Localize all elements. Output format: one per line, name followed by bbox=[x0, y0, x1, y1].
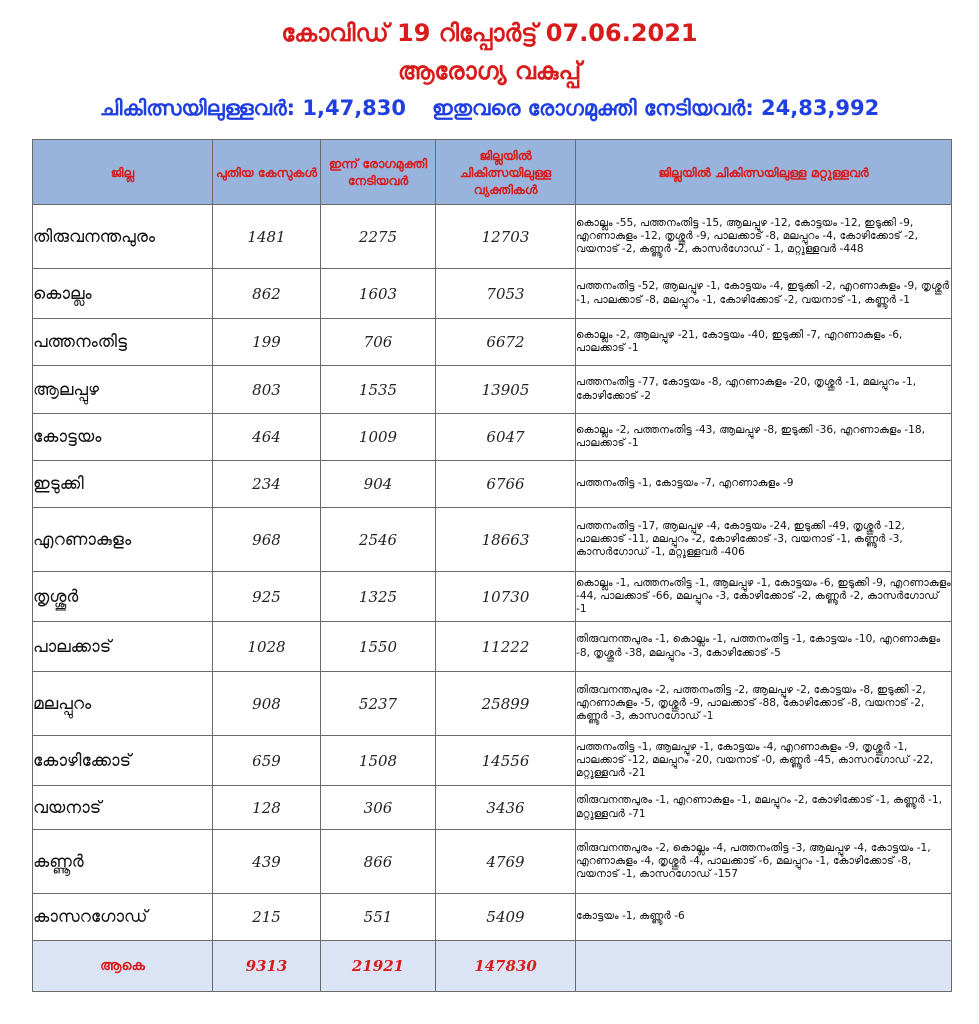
new-cases-value: 464 bbox=[213, 414, 321, 461]
table-row bbox=[33, 205, 952, 269]
active-value: 25899 bbox=[436, 672, 576, 736]
new-cases-value: 803 bbox=[213, 366, 321, 414]
new-cases-value: 925 bbox=[213, 572, 321, 622]
recovered-value: 5237 bbox=[321, 672, 436, 736]
new-cases-value: 234 bbox=[213, 461, 321, 508]
district-report-table bbox=[32, 139, 952, 992]
total-new-cases: 9313 bbox=[213, 941, 321, 992]
new-cases-value: 1028 bbox=[213, 622, 321, 672]
district-name: ആലപ്പുഴ bbox=[33, 366, 213, 414]
new-cases-value: 659 bbox=[213, 736, 321, 786]
recovered-value: 706 bbox=[321, 319, 436, 366]
district-name: പത്തനംതിട്ട bbox=[33, 319, 213, 366]
column-header-others: ജില്ലയിൽ ചികിത്സയിലുള്ള മറ്റുള്ളവർ bbox=[576, 140, 952, 205]
recovered-value: 1603 bbox=[321, 269, 436, 319]
recovered-value: 24,83,992 bbox=[761, 96, 880, 120]
new-cases-value: 968 bbox=[213, 508, 321, 572]
others-breakdown: കൊല്ലം -2, പത്തനംതിട്ട -43, ആലപ്പുഴ -8, ഇടുക്കി -36, എറണാകുളം -18, പാലക്കാട് -1 bbox=[576, 414, 952, 461]
active-value: 11222 bbox=[436, 622, 576, 672]
active-value: 13905 bbox=[436, 366, 576, 414]
table-row bbox=[33, 319, 952, 366]
active-value: 14556 bbox=[436, 736, 576, 786]
others-breakdown: പത്തനംതിട്ട -1, കോട്ടയം -7, എറണാകുളം -9 bbox=[576, 461, 952, 508]
district-name: തൃശ്ശൂർ bbox=[33, 572, 213, 622]
total-recovered: 21921 bbox=[321, 941, 436, 992]
others-breakdown: കൊല്ലം -1, പത്തനംതിട്ട -1, ആലപ്പുഴ -1, കോട്ടയം -6, ഇടുക്കി -9, എറണാകുളം -44, പാലക്കാട് -66, മലപ്പുറം -3, കോഴിക്കോട് -2, കണ്ണൂർ -2, കാസർഗോഡ് -1 bbox=[576, 572, 952, 622]
recovered-value: 1508 bbox=[321, 736, 436, 786]
recovered-value: 1325 bbox=[321, 572, 436, 622]
active-value: 3436 bbox=[436, 786, 576, 830]
table-row bbox=[33, 622, 952, 672]
recovered-value: 1550 bbox=[321, 622, 436, 672]
active-value: 7053 bbox=[436, 269, 576, 319]
district-name: വയനാട് bbox=[33, 786, 213, 830]
district-name: കോഴിക്കോട് bbox=[33, 736, 213, 786]
district-name: കൊല്ലം bbox=[33, 269, 213, 319]
active-value: 6766 bbox=[436, 461, 576, 508]
district-name: എറണാകുളം bbox=[33, 508, 213, 572]
district-name: മലപ്പുറം bbox=[33, 672, 213, 736]
table-header-row bbox=[33, 140, 952, 205]
under-treatment-value: 1,47,830 bbox=[302, 96, 407, 120]
table-row bbox=[33, 736, 952, 786]
recovered-value: 2546 bbox=[321, 508, 436, 572]
under-treatment-label: ചികിത്സയിലുള്ളവർ: bbox=[99, 96, 296, 120]
new-cases-value: 215 bbox=[213, 894, 321, 941]
active-value: 12703 bbox=[436, 205, 576, 269]
others-breakdown: തിരുവനന്തപുരം -2, പത്തനംതിട്ട -2, ആലപ്പുഴ -2, കോട്ടയം -8, ഇടുക്കി -2, എറണാകുളം -5, തൃശ്ശൂർ -9, പാലക്കാട് -88, കോഴിക്കോട് -8, വയനാട് -2, കണ്ണൂർ -3, കാസറഗോഡ് -1 bbox=[576, 672, 952, 736]
column-header-new-cases: പുതിയ കേസുകൾ bbox=[213, 140, 321, 205]
recovered-value: 866 bbox=[321, 830, 436, 894]
table-row bbox=[33, 461, 952, 508]
others-breakdown: കൊല്ലം -55, പത്തനംതിട്ട -15, ആലപ്പുഴ -12, കോട്ടയം -12, ഇടുക്കി -9, എറണാകുളം -12, തൃശ്ശൂർ -9, പാലക്കാട് -8, മലപ്പുറം -4, കോഴിക്കോട് -2, വയനാട് -2, കണ്ണൂർ -2, കാസർഗോഡ് - 1, മറ്റുള്ളവർ -448 bbox=[576, 205, 952, 269]
others-breakdown: കോട്ടയം -1, കണ്ണൂർ -6 bbox=[576, 894, 952, 941]
table-row bbox=[33, 572, 952, 622]
new-cases-value: 439 bbox=[213, 830, 321, 894]
recovered-value: 2275 bbox=[321, 205, 436, 269]
new-cases-value: 128 bbox=[213, 786, 321, 830]
active-value: 10730 bbox=[436, 572, 576, 622]
active-value: 6672 bbox=[436, 319, 576, 366]
summary-line bbox=[0, 94, 979, 122]
column-header-active: ജില്ലയിൽ ചികിത്സയിലുള്ള വ്യക്തികൾ bbox=[436, 140, 576, 205]
others-breakdown: തിരുവനന്തപുരം -1, എറണാകുളം -1, മലപ്പുറം -2, കോഴിക്കോട് -1, കണ്ണൂർ -1, മറ്റുള്ളവർ -71 bbox=[576, 786, 952, 830]
total-row bbox=[33, 941, 952, 992]
district-name: പാലക്കാട് bbox=[33, 622, 213, 672]
others-breakdown: പത്തനംതിട്ട -77, കോട്ടയം -8, എറണാകുളം -20, തൃശ്ശൂർ -1, മലപ്പുറം -1, കോഴിക്കോട് -2 bbox=[576, 366, 952, 414]
active-value: 4769 bbox=[436, 830, 576, 894]
district-name: കാസറഗോഡ് bbox=[33, 894, 213, 941]
recovered-value: 551 bbox=[321, 894, 436, 941]
total-label: ആകെ bbox=[33, 941, 213, 992]
others-breakdown: പത്തനംതിട്ട -52, ആലപ്പുഴ -1, കോട്ടയം -4, ഇടുക്കി -2, എറണാകുളം -9, തൃശ്ശൂർ -1, പാലക്കാട് -8, മലപ്പുറം -1, കോഴിക്കോട് -2, വയനാട് -1, കണ്ണൂർ -1 bbox=[576, 269, 952, 319]
active-value: 6047 bbox=[436, 414, 576, 461]
district-name: കണ്ണൂർ bbox=[33, 830, 213, 894]
recovered-value: 904 bbox=[321, 461, 436, 508]
column-header-district: ജില്ല bbox=[33, 140, 213, 205]
new-cases-value: 199 bbox=[213, 319, 321, 366]
others-breakdown: പത്തനംതിട്ട -17, ആലപ്പുഴ -4, കോട്ടയം -24, ഇടുക്കി -49, തൃശ്ശൂർ -12, പാലക്കാട് -11, മലപ്പുറം -2, കോഴിക്കോട് -3, വയനാട് -1, കണ്ണൂർ -3, കാസർഗോഡ് -1, മറ്റുള്ളവർ -406 bbox=[576, 508, 952, 572]
others-breakdown: കൊല്ലം -2, ആലപ്പുഴ -21, കോട്ടയം -40, ഇടുക്കി -7, എറണാകുളം -6, പാലക്കാട് -1 bbox=[576, 319, 952, 366]
table-row bbox=[33, 414, 952, 461]
recovered-value: 1009 bbox=[321, 414, 436, 461]
column-header-recovered: ഇന്ന് രോഗമുക്തി നേടിയവർ bbox=[321, 140, 436, 205]
report-title: കോവിഡ് 19 റിപ്പോർട്ട് 07.06.2021 bbox=[281, 19, 698, 47]
others-breakdown: തിരുവനന്തപുരം -1, കൊല്ലം -1, പത്തനംതിട്ട -1, കോട്ടയം -10, എറണാകുളം -8, തൃശ്ശൂർ -38, മലപ്പുറം -3, കോഴിക്കോട് -5 bbox=[576, 622, 952, 672]
total-active: 147830 bbox=[436, 941, 576, 992]
district-name: തിരുവനന്തപുരം bbox=[33, 205, 213, 269]
active-value: 5409 bbox=[436, 894, 576, 941]
table-row bbox=[33, 672, 952, 736]
district-name: ഇടുക്കി bbox=[33, 461, 213, 508]
table-row bbox=[33, 366, 952, 414]
table-row bbox=[33, 894, 952, 941]
new-cases-value: 862 bbox=[213, 269, 321, 319]
recovered-label: ഇതുവരെ രോഗമുക്തി നേടിയവർ: bbox=[432, 96, 754, 120]
new-cases-value: 908 bbox=[213, 672, 321, 736]
table-row bbox=[33, 830, 952, 894]
district-name: കോട്ടയം bbox=[33, 414, 213, 461]
department-name: ആരോഗ്യ വകുപ്പ് bbox=[397, 57, 582, 85]
total-others-empty bbox=[576, 941, 952, 992]
table-row bbox=[33, 786, 952, 830]
others-breakdown: തിരുവനന്തപുരം -2, കൊല്ലം -4, പത്തനംതിട്ട -3, ആലപ്പുഴ -4, കോട്ടയം -1, എറണാകുളം -4, തൃശ്ശൂർ -4, പാലക്കാട് -6, മലപ്പുറം -1, കോഴിക്കോട് -8, വയനാട് -1, കാസറഗോഡ് -157 bbox=[576, 830, 952, 894]
active-value: 18663 bbox=[436, 508, 576, 572]
table-row bbox=[33, 508, 952, 572]
recovered-value: 306 bbox=[321, 786, 436, 830]
new-cases-value: 1481 bbox=[213, 205, 321, 269]
table-row bbox=[33, 269, 952, 319]
others-breakdown: പത്തനംതിട്ട -1, ആലപ്പുഴ -1, കോട്ടയം -4, എറണാകുളം -9, തൃശ്ശൂർ -1, പാലക്കാട് -12, മലപ്പുറം -20, വയനാട് -0, കണ്ണൂർ -45, കാസറഗോഡ് -22, മറ്റുള്ളവർ -21 bbox=[576, 736, 952, 786]
recovered-value: 1535 bbox=[321, 366, 436, 414]
